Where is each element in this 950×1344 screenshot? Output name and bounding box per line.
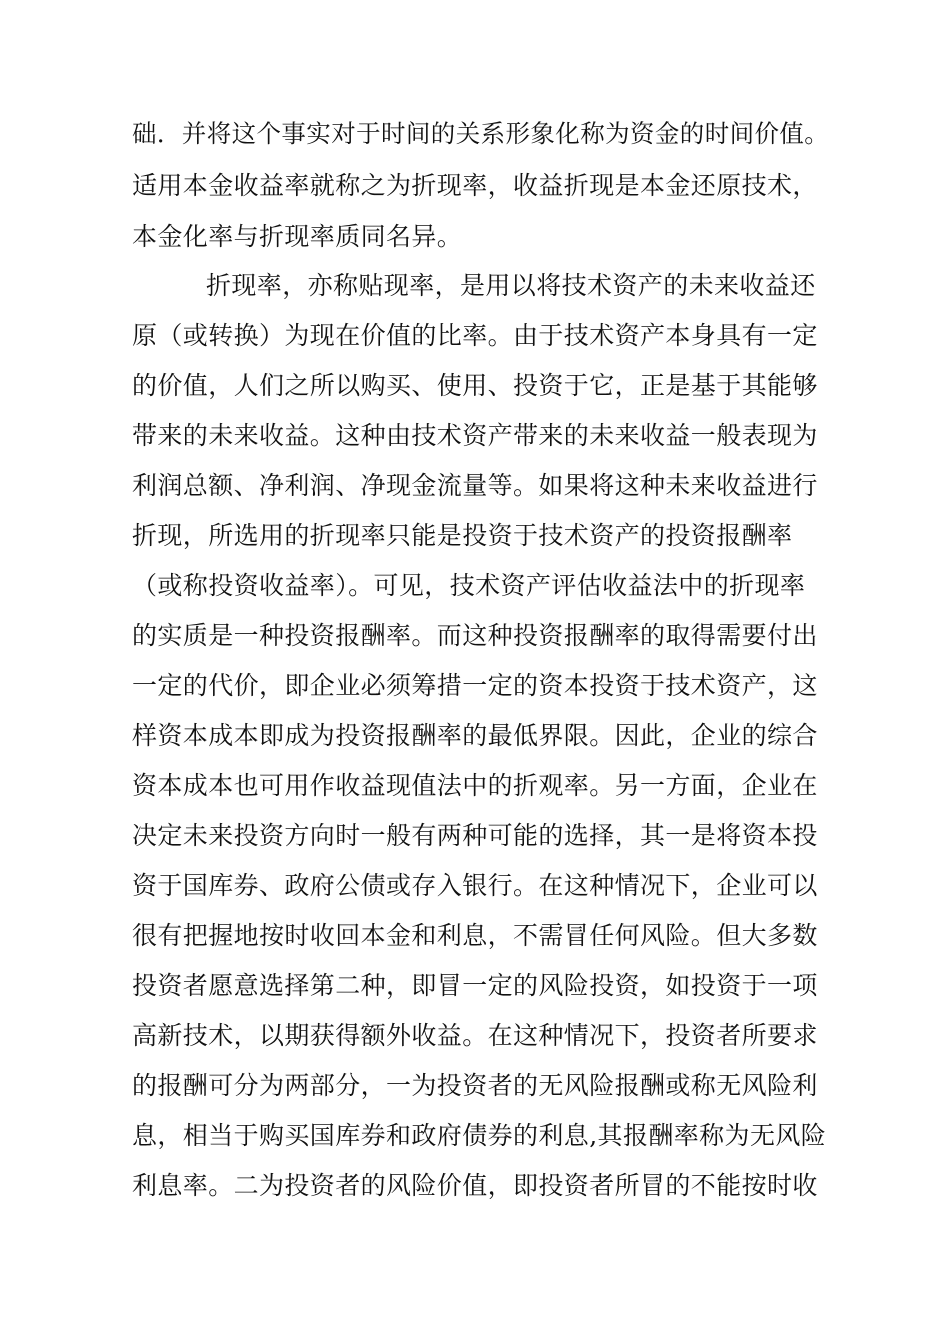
text-line-2: 适用本金收益率就称之为折现率，收益折现是本金还原技术， bbox=[132, 171, 818, 200]
text-line-20: 的报酬可分为两部分，一为投资者的无风险报酬或称无风险利 bbox=[132, 1071, 818, 1100]
text-line-22: 利息率。二为投资者的风险价值，即投资者所冒的不能按时收 bbox=[132, 1171, 818, 1200]
text-line-1: 础．并将这个事实对于时间的关系形象化称为资金的时间价值。 bbox=[132, 119, 830, 148]
text-line-7: 带来的未来收益。这种由技术资产带来的未来收益一般表现为 bbox=[132, 421, 818, 450]
text-line-16: 资于国库券、政府公债或存入银行。在这种情况下，企业可以 bbox=[132, 871, 818, 900]
text-line-11: 的实质是一种投资报酬率。而这种投资报酬率的取得需要付出 bbox=[132, 621, 818, 650]
text-line-19: 高新技术，以期获得额外收益。在这种情况下，投资者所要求 bbox=[132, 1021, 818, 1050]
text-line-14: 资本成本也可用作收益现值法中的折观率。另一方面，企业在 bbox=[132, 771, 818, 800]
paragraph-first-line: 折现率，亦称贴现率，是用以将技术资产的未来收益还 bbox=[206, 271, 816, 300]
text-line-12: 一定的代价，即企业必须筹措一定的资本投资于技术资产，这 bbox=[132, 671, 818, 700]
text-line-18: 投资者愿意选择第二种，即冒一定的风险投资，如投资于一项 bbox=[132, 971, 818, 1000]
text-line-15: 决定未来投资方向时一般有两种可能的选择，其一是将资本投 bbox=[132, 821, 818, 850]
text-line-17: 很有把握地按时收回本金和利息，不需冒任何风险。但大多数 bbox=[132, 921, 818, 950]
text-line-9: 折现，所选用的折现率只能是投资于技术资产的投资报酬率 bbox=[132, 521, 793, 550]
text-line-10: （或称投资收益率）。可见，技术资产评估收益法中的折现率 bbox=[132, 571, 806, 600]
text-line-6: 的价值，人们之所以购买、使用、投资于它，正是基于其能够 bbox=[132, 371, 818, 400]
text-line-13: 样资本成本即成为投资报酬率的最低界限。因此，企业的综合 bbox=[132, 721, 818, 750]
text-line-21: 息，相当于购买国库券和政府债券的利息,其报酬率称为无风险 bbox=[132, 1121, 827, 1150]
text-line-5: 原（或转换）为现在价值的比率。由于技术资产本身具有一定 bbox=[132, 321, 818, 350]
text-line-3: 本金化率与折现率质同名异。 bbox=[132, 222, 463, 251]
text-line-8: 利润总额、净利润、净现金流量等。如果将这种未来收益进行 bbox=[132, 471, 818, 500]
